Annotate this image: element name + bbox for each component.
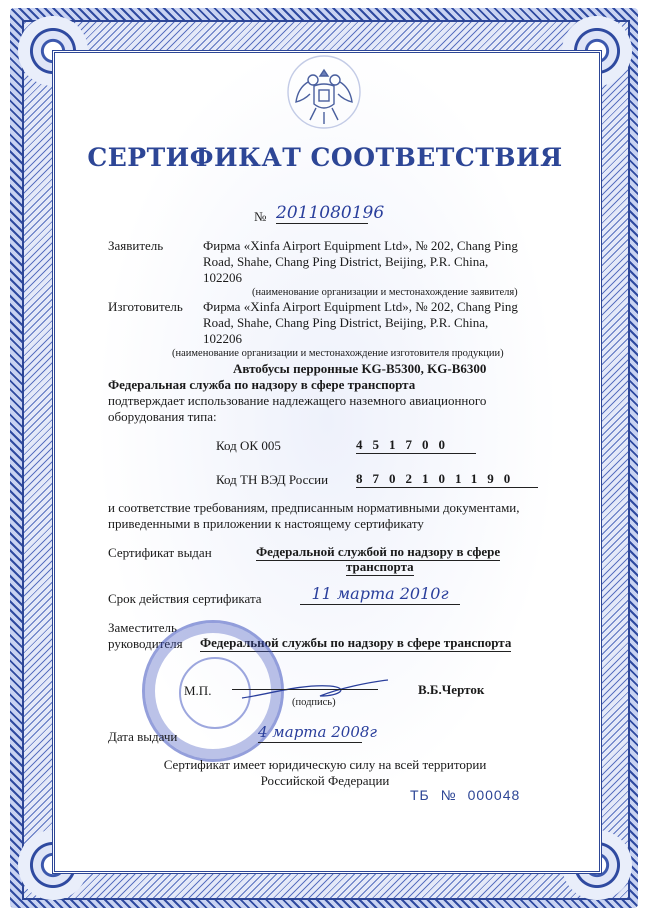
manufacturer-line: Road, Shahe, Chang Ping District, Beijing, P.R. China, bbox=[203, 315, 489, 330]
tnved-code-value: 8702101190 bbox=[356, 471, 538, 488]
applicant-line: Road, Shahe, Chang Ping District, Beijing, P.R. China, bbox=[203, 254, 489, 269]
applicant-line: 102206 bbox=[203, 270, 242, 285]
signer-name: В.Б.Черток bbox=[418, 682, 485, 697]
validity-label: Срок действия сертификата bbox=[108, 591, 262, 606]
number-label: № bbox=[254, 209, 267, 224]
manufacturer-line: 102206 bbox=[203, 331, 242, 346]
issue-date-label: Дата выдачи bbox=[108, 729, 178, 744]
ok-code-value: 451700 bbox=[356, 437, 476, 454]
signature-caption: (подпись) bbox=[292, 697, 336, 708]
validity-date: 11 марта 2010г bbox=[300, 584, 460, 605]
certificate-title: СЕРТИФИКАТ СООТВЕТСТВИЯ bbox=[87, 143, 563, 172]
tnved-code-label: Код ТН ВЭД России bbox=[216, 472, 329, 487]
certificate-number: 2011080196 bbox=[276, 203, 385, 223]
ok-code-label: Код ОК 005 bbox=[216, 438, 281, 453]
deputy-line: руководителя bbox=[108, 636, 183, 651]
double-headed-eagle-icon bbox=[284, 52, 364, 132]
manufacturer-caption: (наименование организации и местонахождение изготовителя продукции) bbox=[172, 348, 504, 359]
deputy-organization: Федеральной службы по надзору в сфере транспорта bbox=[200, 635, 512, 650]
product-name: Автобусы перронные KG-B5300, KG-B6300 bbox=[233, 361, 487, 376]
serial-number: 000048 bbox=[467, 787, 521, 803]
footer-line: Сертификат имеет юридическую силу на всей территории bbox=[163, 757, 487, 772]
applicant-label: Заявитель bbox=[108, 238, 164, 253]
content-panel bbox=[52, 50, 602, 874]
issued-by-line: транспорта bbox=[346, 559, 414, 574]
manufacturer-label: Изготовитель bbox=[108, 299, 183, 314]
deputy-line: Заместитель bbox=[108, 620, 177, 635]
applicant-caption: (наименование организации и местонахождение заявителя) bbox=[252, 287, 518, 298]
agency-name: Федеральная служба по надзору в сфере транспорта bbox=[108, 377, 416, 392]
confirms-line: подтверждает использование надлежащего наземного авиационного bbox=[108, 393, 487, 408]
serial-prefix: ТБ bbox=[410, 787, 430, 803]
serial-number-label: № bbox=[440, 787, 457, 803]
issue-date-value: 4 марта 2008г bbox=[258, 723, 377, 741]
issued-by-line: Федеральной службой по надзору в сфере bbox=[256, 544, 501, 559]
footer-line: Российской Федерации bbox=[260, 773, 390, 788]
mp-label: М.П. bbox=[184, 683, 212, 698]
manufacturer-line: Фирма «Xinfa Airport Equipment Ltd», № 202, Chang Ping bbox=[203, 299, 518, 314]
issued-label: Сертификат выдан bbox=[108, 545, 212, 560]
confirms-line: оборудования типа: bbox=[108, 409, 217, 424]
compliance-line: и соответствие требованиям, предписанным нормативными документами, bbox=[108, 500, 520, 515]
applicant-line: Фирма «Xinfa Airport Equipment Ltd», № 202, Chang Ping bbox=[203, 238, 518, 253]
serial-number-block bbox=[410, 787, 520, 803]
signature-line bbox=[232, 688, 378, 690]
compliance-line: приведенными в приложении к настоящему сертификату bbox=[108, 516, 424, 531]
